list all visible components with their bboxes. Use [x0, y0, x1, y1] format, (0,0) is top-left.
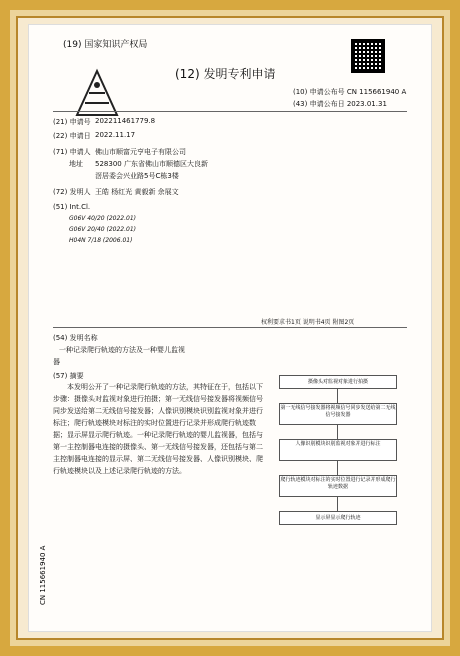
ipc-code: G06V 20/40 (2022.01)	[69, 226, 136, 233]
flow-step: 第一无线信号接发器将视频信号同步发送给第二无线信号接发器	[279, 403, 397, 425]
abstract-label: (57) 摘要	[53, 372, 84, 380]
flow-step: 人像识别模块识别监视对象并进行标注	[279, 439, 397, 461]
flow-step: 爬行轨迹模块对标注的实时位置进行记录并形成爬行轨迹数据	[279, 475, 397, 497]
address-line: 528300 广东省佛山市顺德区大良新	[95, 160, 208, 168]
app-no-label: (21) 申请号	[53, 118, 91, 126]
address-line: 滘居委会兴业路5号C栋3楼	[95, 172, 179, 180]
qr-code	[351, 39, 385, 73]
document-type: (12) 发明专利申请	[175, 67, 276, 81]
intcl-label: (51) Int.Cl.	[53, 203, 91, 211]
flow-arrow	[337, 461, 338, 475]
invention-title: 器	[53, 358, 60, 366]
ipc-code: H04N 7/18 (2006.01)	[69, 237, 133, 244]
page-count-note: 权利要求书1页 说明书4页 附图2页	[261, 319, 355, 326]
divider	[53, 111, 407, 112]
filing-date: 2022.11.17	[95, 131, 136, 139]
abstract-text: 本发明公开了一种记录爬行轨迹的方法，其特征在于，包括以下步骤：摄像头对监视对象进行拍摄；第一无线信号接发器将视频信号同步发送给第二无线信号接发器；人像识别模块识别监视对象并进行标注；爬行轨迹模块对标注的实时位置进行记录并形成爬行轨迹数据；显示屏显示爬行轨迹。一种记录爬行轨迹的婴儿监视器，包括与第一主控制器电连接的摄像头、第一无线信号接发器，还包括与第二主控制器电连接的显示屏、第二无线信号接发器、人像识别模块、爬行轨迹模块以及上述记录爬行轨迹的方法。	[53, 383, 263, 475]
publication-number: (10) 申请公布号 CN 115661940 A	[293, 88, 407, 96]
office-name: (19) 国家知识产权局	[63, 40, 148, 50]
app-no: 202211461779.8	[95, 117, 156, 125]
ipc-code: G06V 40/20 (2022.01)	[69, 215, 136, 222]
applicant: 佛山市顺富元亨电子有限公司	[95, 148, 186, 156]
flow-arrow	[337, 389, 338, 403]
flow-step: 摄像头对监视对象进行拍摄	[279, 375, 397, 389]
flow-arrow	[337, 425, 338, 439]
divider	[53, 327, 407, 328]
cnipa-logo-icon	[73, 67, 121, 121]
flow-step: 显示屏显示爬行轨迹	[279, 511, 397, 525]
inventors: 王皓 杨红光 黄毅新 余展文	[95, 188, 179, 196]
inventor-label: (72) 发明人	[53, 188, 91, 196]
flow-arrow	[337, 497, 338, 511]
title-label: (54) 发明名称	[53, 334, 98, 342]
patent-page	[28, 24, 432, 632]
address-label: 地址	[69, 160, 83, 168]
invention-title: 一种记录爬行轨迹的方法及一种婴儿监视	[59, 346, 185, 354]
publication-date: (43) 申请公布日 2023.01.31	[293, 100, 387, 108]
side-publication-number: CN 115661940 A	[39, 545, 47, 605]
applicant-label: (71) 申请人	[53, 148, 91, 156]
filing-label: (22) 申请日	[53, 132, 91, 140]
